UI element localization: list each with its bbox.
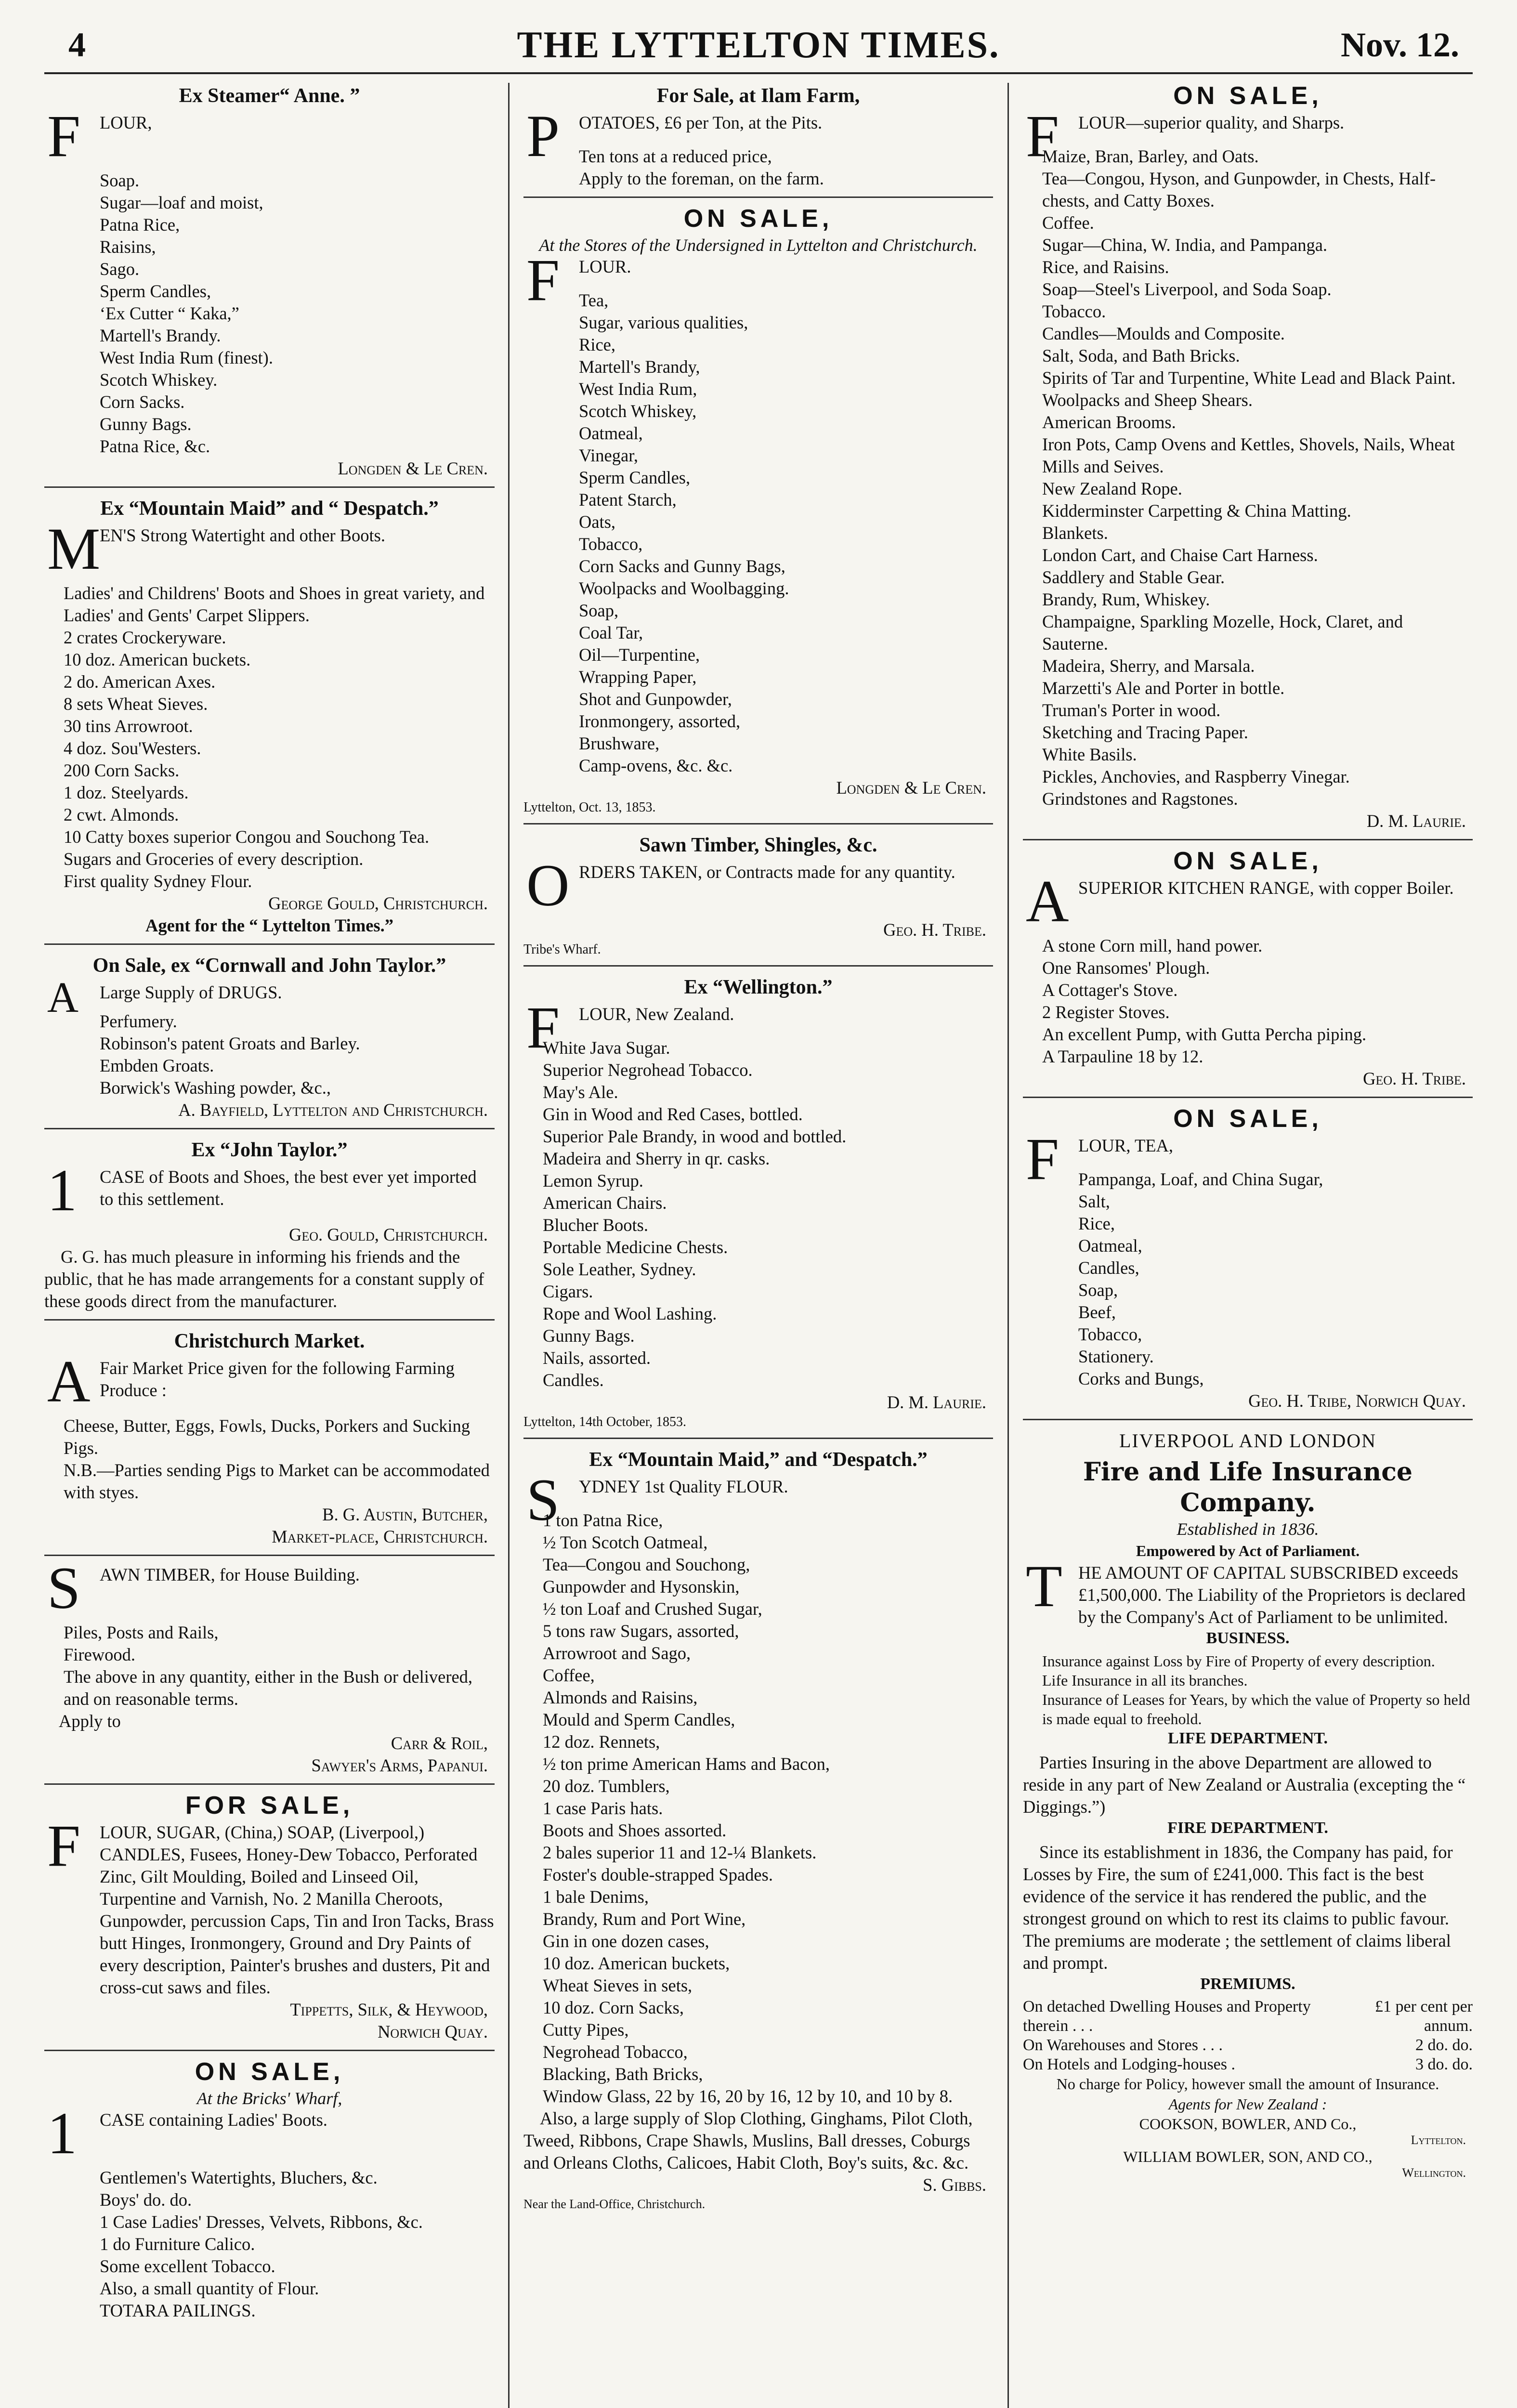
list-item: Gin in Wood and Red Cases, bottled. — [543, 1104, 803, 1124]
advert-first-line: RDERS TAKEN, or Contracts made for any quantity. — [579, 862, 955, 882]
column-2 — [523, 83, 993, 2408]
advertiser-signature: Geo. H. Tribe, Norwich Quay. — [1248, 1391, 1466, 1411]
list-item: Window Glass, 22 by 16, 20 by 16, 12 by 10, and 10 by 8. — [543, 2086, 953, 2106]
list-item: West India Rum, — [579, 379, 697, 399]
advert-heading: ON SALE, — [1173, 83, 1322, 110]
list-item: Almonds and Raisins, — [543, 1688, 698, 1707]
advert-heading: ON SALE, — [1173, 847, 1322, 875]
advertiser-signature: George Gould, Christchurch. — [268, 893, 488, 913]
list-item: A stone Corn mill, hand power. — [1042, 936, 1263, 955]
advertiser-signature: B. G. Austin, Butcher, — [322, 1505, 488, 1524]
list-item: Patna Rice, — [100, 215, 180, 235]
list-item: West India Rum (finest). — [100, 348, 273, 367]
drop-cap: 1 — [47, 1157, 77, 1223]
advertiser-signature: Longden & Le Cren. — [836, 778, 986, 798]
fire-body: Since its establishment in 1836, the Company has paid, for Losses by Fire, the sum of £241,000. This fact is the best evidence of the service it has rendered the public, and the strongest ground on which to rest its claims to public favour. The premiums are moderate ; the settlement of claims liberal and prompt. — [1023, 1842, 1453, 1973]
advert-body: G. G. has much pleasure in informing his friends and the public, that he has made arrangements for a constant supply of these goods direct from the manufacturer. — [44, 1247, 484, 1311]
advert-heading: Ex “Mountain Maid,” and “Despatch.” — [589, 1449, 928, 1471]
list-item: Gunpowder and Hysonskin, — [543, 1577, 740, 1597]
premium-item: On Warehouses and Stores . . . — [1023, 2036, 1223, 2054]
list-item: Brandy, Rum and Port Wine, — [543, 1909, 746, 1929]
list-item: Brushware, — [579, 733, 660, 753]
list-item: Mould and Sperm Candles, — [543, 1710, 735, 1729]
advertiser-address: Market-place, Christchurch. — [272, 1527, 488, 1546]
list-item: Truman's Porter in wood. — [1042, 700, 1221, 720]
advert-ex-wellington — [523, 965, 993, 1431]
list-item: American Chairs. — [543, 1193, 667, 1213]
advert-heading: ON SALE, — [1173, 1105, 1322, 1133]
list-item: Oatmeal, — [1078, 1236, 1142, 1256]
list-item: Insurance against Loss by Fire of Property of every description. — [1042, 1652, 1435, 1670]
advert-heading: ON SALE, — [195, 2058, 344, 2086]
list-item: A Tarpauline 18 by 12. — [1042, 1047, 1203, 1066]
list-item: 20 doz. Tumblers, — [543, 1776, 670, 1796]
list-item: Kidderminster Carpetting & China Matting. — [1042, 501, 1351, 521]
advert-ilam-farm — [523, 83, 993, 190]
column-rule — [1007, 83, 1009, 2408]
list-item: Madeira and Sherry in qr. casks. — [543, 1149, 770, 1168]
list-item: Gunny Bags. — [100, 414, 192, 434]
list-item: Gin in one dozen cases, — [543, 1931, 709, 1951]
advert-heading: Ex “John Taylor.” — [191, 1139, 348, 1161]
list-item: Ladies' and Childrens' Boots and Shoes in great variety, and Ladies' and Gents' Carpet Slippers. — [64, 583, 485, 625]
advert-heading: Sawn Timber, Shingles, &c. — [639, 834, 877, 856]
list-item: Oatmeal, — [579, 423, 643, 443]
advert-heading: Ex “Mountain Maid” and “ Despatch.” — [100, 497, 439, 520]
advert-date: Lyttelton, 14th October, 1853. — [523, 1414, 686, 1429]
list-item: Borwick's Washing powder, &c., — [100, 1078, 331, 1098]
list-item: The above in any quantity, either in the Bush or delivered, and on reasonable terms. — [64, 1667, 473, 1709]
advert-cornwall-john-taylor — [44, 943, 495, 1121]
drop-cap: A — [1026, 868, 1069, 934]
advert-ex-steamer-anne — [44, 83, 495, 480]
list-item: Blacking, Bath Bricks, — [543, 2064, 703, 2084]
list-item: Sole Leather, Sydney. — [543, 1259, 696, 1279]
list-item: Woolpacks and Woolbagging. — [579, 578, 789, 598]
list-item: 1 Case Ladies' Dresses, Velvets, Ribbons, &c. — [100, 2212, 423, 2232]
list-item: New Zealand Rope. — [1042, 479, 1182, 498]
drop-cap: A — [47, 974, 78, 1021]
list-item: Martell's Brandy, — [579, 357, 700, 377]
drop-cap: A — [47, 1348, 91, 1414]
premium-rate: 3 do. do. — [1415, 2055, 1473, 2073]
list-item: A Cottager's Stove. — [1042, 980, 1178, 1000]
list-item: Beef, — [1078, 1302, 1116, 1322]
list-item: Candles, — [1078, 1258, 1139, 1278]
drop-cap: F — [1026, 103, 1059, 169]
list-item: Woolpacks and Sheep Shears. — [1042, 390, 1253, 410]
advert-sawn-timber — [44, 1555, 495, 1777]
life-heading: LIFE DEPARTMENT. — [1168, 1729, 1328, 1747]
advert-first-line: YDNEY 1st Quality FLOUR. — [579, 1477, 788, 1496]
list-item: Cheese, Butter, Eggs, Fowls, Ducks, Porkers and Sucking Pigs. — [64, 1416, 471, 1458]
list-item: May's Ale. — [543, 1082, 618, 1102]
list-item: Spirits of Tar and Turpentine, White Lead and Black Paint. — [1042, 368, 1456, 388]
list-item: Candles—Moulds and Composite. — [1042, 324, 1285, 343]
list-item: Vinegar, — [579, 445, 639, 465]
list-item: Some excellent Tobacco. — [100, 2256, 275, 2276]
list-item: 10 doz. American buckets, — [543, 1953, 730, 1973]
list-item: Sugar, various qualities, — [579, 313, 748, 332]
list-item: Martell's Brandy. — [100, 326, 221, 345]
advert-date: Lyttelton, Oct. 13, 1853. — [523, 800, 656, 815]
advert-footer: Tribe's Wharf. — [523, 942, 601, 957]
advert-first-line: LOUR, New Zealand. — [579, 1004, 734, 1024]
newspaper-title: THE LYTTELTON TIMES. — [517, 24, 1000, 65]
list-item: Also, a small quantity of Flour. — [100, 2278, 319, 2298]
list-item: Wrapping Paper, — [579, 667, 697, 687]
list-item: Marzetti's Ale and Porter in bottle. — [1042, 678, 1285, 698]
list-item: N.B.—Parties sending Pigs to Market can be accommodated with styes. — [64, 1460, 490, 1502]
list-item: Ten tons at a reduced price, — [579, 146, 772, 166]
drop-cap: M — [47, 516, 101, 582]
advert-first-line: CASE of Boots and Shoes, the best ever yet imported to this settlement. — [100, 1167, 477, 1209]
list-item: 30 tins Arrowroot. — [64, 716, 193, 736]
advert-heading: ON SALE, — [683, 205, 833, 233]
list-item: 1 ton Patna Rice, — [543, 1510, 663, 1530]
advert-items — [523, 1037, 993, 1391]
agent-name: WILLIAM BOWLER, SON, AND CO., — [1123, 2148, 1373, 2165]
advert-items — [44, 1415, 495, 1504]
list-item: Sugar—China, W. India, and Pampanga. — [1042, 235, 1328, 255]
list-item: Sketching and Tracing Paper. — [1042, 722, 1248, 742]
list-item: Soap, — [1078, 1280, 1118, 1300]
list-item: Pickles, Anchovies, and Raspberry Vinegar. — [1042, 767, 1350, 786]
drop-cap: 1 — [47, 2100, 77, 2166]
advertiser-signature: S. Gibbs. — [923, 2175, 986, 2195]
advertiser-signature: A. Bayfield, Lyttelton and Christchurch. — [178, 1100, 488, 1120]
advert-ex-john-taylor — [44, 1128, 495, 1312]
list-item: 1 doz. Steelyards. — [64, 783, 189, 802]
list-item: 10 Catty boxes superior Congou and Souchong Tea. — [64, 827, 430, 847]
drop-cap: F — [47, 1813, 80, 1879]
list-item: Superior Pale Brandy, in wood and bottled. — [543, 1126, 847, 1146]
advert-heading: Christchurch Market. — [174, 1330, 365, 1352]
advert-christchurch-market — [44, 1319, 495, 1548]
advert-on-sale-bricks-wharf — [44, 2050, 495, 2322]
column-3 — [1023, 83, 1473, 2408]
list-item: Champaigne, Sparkling Mozelle, Hock, Claret, and Sauterne. — [1042, 612, 1403, 654]
advertiser-signature: Geo. H. Tribe. — [1363, 1069, 1466, 1088]
list-item: Coffee, — [543, 1665, 595, 1685]
list-item: Stationery. — [1078, 1347, 1154, 1366]
agent-name: COOKSON, BOWLER, AND Co., — [1139, 2115, 1357, 2133]
advert-first-line: Fair Market Price given for the following Farming Produce : — [100, 1358, 455, 1400]
list-item: TOTARA PAILINGS. — [100, 2301, 256, 2320]
list-item: Tea—Congou, Hyson, and Gunpowder, in Chests, Half-chests, and Catty Boxes. — [1042, 169, 1436, 210]
advert-heading: On Sale, ex “Cornwall and John Taylor.” — [92, 955, 446, 977]
advertiser-signature: Tippetts, Silk, & Heywood, — [290, 2000, 488, 2019]
list-item: ‘Ex Cutter “ Kaka,” — [100, 303, 239, 323]
page-number: 4 — [68, 26, 86, 64]
drop-cap: S — [526, 1467, 560, 1533]
list-item: Maize, Bran, Barley, and Oats. — [1042, 146, 1259, 166]
advert-first-line: AWN TIMBER, for House Building. — [100, 1565, 360, 1584]
advert-heading: For Sale, at Ilam Farm, — [656, 85, 860, 107]
advertiser-signature: Geo. H. Tribe. — [883, 920, 986, 940]
list-item: Oats, — [579, 512, 616, 532]
advert-items — [44, 170, 495, 458]
life-body: Parties Insuring in the above Department are allowed to reside in any part of New Zealand or Australia (excepting the “ Diggings.”) — [1023, 1753, 1466, 1817]
list-item: 1 case Paris hats. — [543, 1798, 663, 1818]
agent-location: Wellington. — [1402, 2166, 1466, 2180]
list-item: Rice, and Raisins. — [1042, 257, 1169, 277]
list-item: Wheat Sieves in sets, — [543, 1976, 693, 1995]
list-item: Saddlery and Stable Gear. — [1042, 567, 1225, 587]
list-item: ½ Ton Scotch Oatmeal, — [543, 1532, 708, 1552]
list-item: Tea, — [579, 290, 609, 310]
list-item: Tobacco. — [1042, 301, 1106, 321]
list-item: Gentlemen's Watertights, Bluchers, &c. — [100, 2168, 378, 2187]
list-item: White Basils. — [1042, 745, 1137, 764]
list-item: Life Insurance in all its branches. — [1042, 1672, 1248, 1689]
advert-first-line: HE AMOUNT OF CAPITAL SUBSCRIBED exceeds £1,500,000. The Liability of the Proprietors is declared by the Company's Act of Parliament to be unlimited. — [1078, 1563, 1466, 1627]
list-item: Rice, — [579, 335, 616, 354]
advert-footer: Near the Land-Office, Christchurch. — [523, 2197, 706, 2211]
list-item: An excellent Pump, with Gutta Percha piping. — [1042, 1024, 1367, 1044]
advert-first-line: OTATOES, £6 per Ton, at the Pits. — [579, 113, 823, 132]
list-item: 2 do. American Axes. — [64, 672, 216, 692]
list-item: Superior Negrohead Tobacco. — [543, 1060, 753, 1080]
advert-flour-tea — [1023, 1097, 1473, 1412]
business-items — [1023, 1651, 1473, 1728]
list-item: Madeira, Sherry, and Marsala. — [1042, 656, 1255, 676]
list-item: Sperm Candles, — [100, 281, 211, 301]
advert-first-line: LOUR—superior quality, and Sharps. — [1078, 113, 1345, 132]
list-item: Blankets. — [1042, 523, 1108, 543]
advert-on-sale-laurie — [1023, 83, 1473, 832]
drop-cap: F — [47, 103, 80, 169]
list-item: Patna Rice, &c. — [100, 436, 210, 456]
premiums-heading: PREMIUMS. — [1200, 1975, 1295, 1993]
list-item: Corn Sacks. — [100, 392, 185, 412]
advertiser-address: Norwich Quay. — [378, 2022, 488, 2042]
list-item: Soap. — [100, 170, 140, 190]
list-item: Sugars and Groceries of every description. — [64, 849, 364, 869]
company-heading: LIVERPOOL AND LONDON — [1119, 1430, 1377, 1452]
list-item: 10 doz. American buckets. — [64, 650, 251, 669]
advert-first-line: LOUR. — [579, 257, 631, 276]
advert-sawn-timber-shingles — [523, 823, 993, 958]
advertiser-signature: D. M. Laurie. — [1366, 811, 1466, 831]
list-item: Cigars. — [543, 1282, 593, 1301]
list-item: 10 doz. Corn Sacks, — [543, 1998, 684, 2017]
company-name: Fire and Life Insurance Company. — [1083, 1457, 1412, 1518]
list-item: One Ransomes' Plough. — [1042, 958, 1210, 978]
list-item: Coal Tar, — [579, 623, 643, 642]
masthead — [44, 0, 1473, 74]
list-item: ½ ton Loaf and Crushed Sugar, — [543, 1599, 762, 1619]
advert-for-sale-flour — [44, 1783, 495, 2043]
advertiser-address: Sawyer's Arms, Papanui. — [311, 1755, 488, 1775]
list-item: Sugar—loaf and moist, — [100, 193, 263, 212]
list-item: Salt, Soda, and Bath Bricks. — [1042, 346, 1240, 366]
premium-item: On detached Dwelling Houses and Property therein . . . — [1023, 1998, 1311, 2035]
list-item: 1 do Furniture Calico. — [100, 2234, 255, 2254]
list-item: Negrohead Tobacco, — [543, 2042, 688, 2062]
list-item: 2 bales superior 11 and 12-¼ Blankets. — [543, 1843, 817, 1862]
advert-items — [44, 582, 495, 892]
advert-items — [44, 1010, 495, 1099]
advert-insurance-company — [1023, 1419, 1473, 2180]
list-item: Robinson's patent Groats and Barley. — [100, 1034, 360, 1053]
list-item: 5 tons raw Sugars, assorted, — [543, 1621, 739, 1641]
advert-items — [44, 1622, 495, 1710]
drop-cap: F — [526, 995, 560, 1060]
drop-cap: F — [526, 247, 560, 313]
list-item: Tea—Congou and Souchong, — [543, 1555, 750, 1574]
list-item: Foster's double-strapped Spades. — [543, 1865, 773, 1885]
advertiser-signature: Carr & Roil, — [391, 1733, 488, 1753]
drop-cap: O — [526, 852, 570, 918]
advertiser-signature: D. M. Laurie. — [887, 1392, 986, 1412]
list-item: Scotch Whiskey, — [579, 401, 697, 421]
advert-heading: FOR SALE, — [185, 1792, 354, 1819]
list-item: White Java Sugar. — [543, 1038, 670, 1058]
premium-item: On Hotels and Lodging-houses . — [1023, 2055, 1236, 2073]
advert-subheading: At the Stores of the Undersigned in Lyttelton and Christchurch. — [539, 236, 978, 255]
advert-mountain-maid-despatch — [523, 1438, 993, 2212]
list-item: Portable Medicine Chests. — [543, 1237, 728, 1257]
advert-first-line: LOUR, TEA, — [1078, 1136, 1174, 1155]
business-heading: BUSINESS. — [1206, 1629, 1290, 1647]
list-item: Iron Pots, Camp Ovens and Kettles, Shovels, Nails, Wheat Mills and Seives. — [1042, 434, 1455, 476]
list-item: Tobacco, — [1078, 1324, 1142, 1344]
list-item: 8 sets Wheat Sieves. — [64, 694, 208, 714]
list-item: Gunny Bags. — [543, 1326, 635, 1346]
list-item: Salt, — [1078, 1191, 1110, 1211]
list-item: Shot and Gunpowder, — [579, 689, 732, 709]
advert-items — [1023, 935, 1473, 1068]
advert-first-line: LOUR, SUGAR, (China,) SOAP, (Liverpool,) CANDLES, Fusees, Honey-Dew Tobacco, Perforated Zinc, Gilt Moulding, Boiled and Linseed Oil, Turpentine and Varnish, No. 2 Manilla Cheroots, Gunpowder, percussion Caps, Tin and Iron Tacks, Brass butt Hinges, Ironmongery, Ground and Dry Paints of every description, Painter's brushes and dusters, Pit and cross-cut saws and files. — [100, 1822, 494, 1997]
drop-cap: T — [1026, 1553, 1062, 1619]
parliament-note: Empowered by Act of Parliament. — [1136, 1542, 1360, 1559]
list-item: Apply to the foreman, on the farm. — [579, 169, 824, 188]
premium-row — [1023, 2055, 1473, 2074]
list-item: Ironmongery, assorted, — [579, 711, 741, 731]
list-item: Corks and Bungs, — [1078, 1369, 1204, 1388]
list-item: Insurance of Leases for Years, by which the value of Property so held is made equal to freehold. — [1042, 1691, 1470, 1727]
advert-on-sale-stores — [523, 196, 993, 816]
list-item: Raisins, — [100, 237, 156, 257]
list-item: Camp-ovens, &c. &c. — [579, 756, 733, 775]
advertiser-signature: Longden & Le Cren. — [338, 458, 488, 478]
list-item: Rice, — [1078, 1214, 1115, 1233]
list-item: Soap, — [579, 601, 619, 620]
list-item: Tobacco, — [579, 534, 643, 554]
advert-body: Also, a large supply of Slop Clothing, Ginghams, Pilot Cloth, Tweed, Ribbons, Crape Shawls, Muslins, Ball dresses, Coburgs and Orleans Cloths, Calicoes, Habit Cloth, Boy's suits, &c. &c. — [523, 2108, 973, 2172]
advert-items — [44, 2167, 495, 2322]
list-item: Embden Groats. — [100, 1056, 214, 1075]
premium-rate: 2 do. do. — [1415, 2036, 1473, 2054]
columns — [44, 83, 1473, 2408]
drop-cap: P — [526, 103, 560, 169]
list-item: Boys' do. do. — [100, 2190, 192, 2210]
advert-first-line: CASE containing Ladies' Boots. — [100, 2110, 327, 2130]
list-item: 2 cwt. Almonds. — [64, 805, 179, 824]
list-item: 2 crates Crockeryware. — [64, 628, 226, 647]
list-item: ½ ton prime American Hams and Bacon, — [543, 1754, 830, 1774]
list-item: Boots and Shoes assorted. — [543, 1820, 727, 1840]
list-item: Piles, Posts and Rails, — [64, 1623, 219, 1642]
advert-heading: Ex Steamer“ Anne. ” — [179, 85, 360, 107]
advert-first-line: EN'S Strong Watertight and other Boots. — [100, 525, 386, 545]
advert-first-line: SUPERIOR KITCHEN RANGE, with copper Boiler. — [1078, 878, 1454, 898]
list-item: Pampanga, Loaf, and China Sugar, — [1078, 1169, 1323, 1189]
apply-note: Apply to — [59, 1711, 121, 1731]
fire-heading: FIRE DEPARTMENT. — [1167, 1819, 1328, 1837]
list-item: Oil—Turpentine, — [579, 645, 700, 665]
premium-row — [1023, 2036, 1473, 2055]
advert-mountain-maid — [44, 486, 495, 937]
advert-items — [1023, 1168, 1473, 1390]
column-1 — [44, 83, 495, 2408]
list-item: 200 Corn Sacks. — [64, 760, 180, 780]
list-item: Grindstones and Ragstones. — [1042, 789, 1238, 809]
list-item: Arrowroot and Sago, — [543, 1643, 691, 1663]
list-item: Brandy, Rum, Whiskey. — [1042, 589, 1210, 609]
list-item: 1 bale Denims, — [543, 1887, 649, 1907]
list-item: Patent Starch, — [579, 490, 677, 510]
list-item: Firewood. — [64, 1645, 136, 1664]
list-item: Sperm Candles, — [579, 468, 691, 487]
drop-cap: S — [47, 1555, 80, 1621]
premiums-table — [1023, 1997, 1473, 2074]
advert-kitchen-range — [1023, 839, 1473, 1090]
list-item: First quality Sydney Flour. — [64, 871, 252, 891]
list-item: Scotch Whiskey. — [100, 370, 218, 390]
advert-items — [523, 1509, 993, 2107]
list-item: Blucher Boots. — [543, 1215, 648, 1235]
agent-note: Agent for the “ Lyttelton Times.” — [145, 916, 394, 935]
list-item: Cutty Pipes, — [543, 2020, 629, 2040]
column-rule — [508, 83, 510, 2408]
established-note: Established in 1836. — [1177, 1519, 1319, 1539]
advert-heading: Ex “Wellington.” — [684, 976, 833, 998]
list-item: Lemon Syrup. — [543, 1171, 643, 1191]
list-item: Nails, assorted. — [543, 1348, 651, 1368]
drop-cap: F — [1026, 1126, 1059, 1192]
advert-items — [1023, 145, 1473, 810]
issue-date: Nov. 12. — [1340, 26, 1459, 64]
agent-location: Lyttelton. — [1411, 2133, 1466, 2147]
list-item: Soap—Steel's Liverpool, and Soda Soap. — [1042, 279, 1332, 299]
list-item: London Cart, and Chaise Cart Harness. — [1042, 545, 1318, 565]
list-item: Candles. — [543, 1370, 604, 1390]
list-item: Perfumery. — [100, 1011, 177, 1031]
advert-first-line: LOUR, — [100, 113, 152, 132]
premium-row — [1023, 1997, 1473, 2036]
advert-items — [523, 145, 993, 190]
no-charge-note: No charge for Policy, however small the amount of Insurance. — [1056, 2075, 1439, 2093]
list-item: Coffee. — [1042, 213, 1094, 233]
list-item: American Brooms. — [1042, 412, 1176, 432]
list-item: 2 Register Stoves. — [1042, 1002, 1170, 1022]
list-item: Sago. — [100, 259, 140, 279]
advert-subheading: At the Bricks' Wharf, — [196, 2089, 342, 2108]
agents-heading: Agents for New Zealand : — [1168, 2095, 1327, 2113]
list-item: 12 doz. Rennets, — [543, 1732, 660, 1752]
list-item: 4 doz. Sou'Westers. — [64, 738, 201, 758]
advertiser-signature: Geo. Gould, Christchurch. — [288, 1225, 488, 1244]
advert-first-line: Large Supply of DRUGS. — [100, 982, 282, 1002]
list-item: Rope and Wool Lashing. — [543, 1304, 717, 1323]
list-item: Corn Sacks and Gunny Bags, — [579, 556, 785, 576]
premium-rate: £1 per cent per annum. — [1375, 1998, 1473, 2035]
advert-items — [523, 289, 993, 777]
